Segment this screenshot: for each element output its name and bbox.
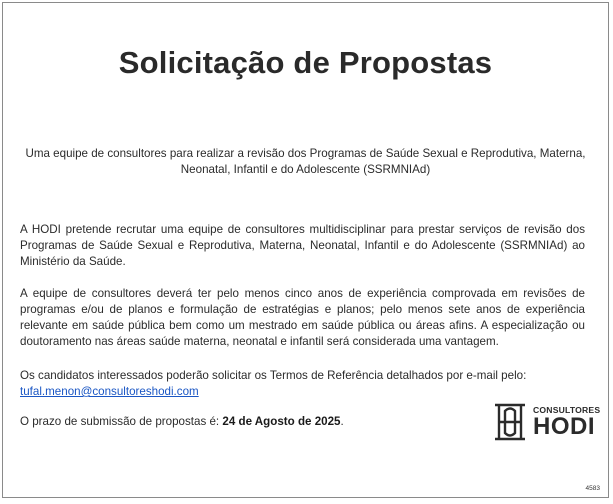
contact-text: Os candidatos interessados poderão solicitar os Termos de Referência detalhados por e-mail pelo: <box>20 369 527 382</box>
hodi-logo <box>491 401 601 443</box>
deadline-suffix: . <box>340 415 344 428</box>
email-link[interactable]: tufal.menon@consultoreshodi.com <box>20 385 199 398</box>
deadline-prefix: O prazo de submissão de propostas é: <box>20 415 220 428</box>
intro-paragraph: A HODI pretende recrutar uma equipe de consultores multidisciplinar para prestar serviços de revisão dos Programas de Saúde Sexual e Reprodutiva, Materna, Neonatal, Infantil e do Adolescente (SSRMNIAd) ao Ministério da Saúde. <box>20 223 585 268</box>
contact-paragraph <box>20 368 585 400</box>
deadline-date: 24 de Agosto de 2025 <box>222 415 341 428</box>
logo-name: HODI <box>533 413 595 440</box>
logo-subtitle: CONSULTORES <box>533 405 601 415</box>
deadline-line <box>20 414 344 430</box>
requirements-paragraph: A equipe de consultores deverá ter pelo menos cinco anos de experiência comprovada em revisões de programas e/ou de planos e formulação de estratégias e planos; pelo menos sete anos de experiência relevante em saúde pública bem como um mestrado em saúde pública ou áreas afins. A especialização ou doutoramento nas áreas saúde materna, neonatal e infantil será considerada uma vantagem. <box>20 287 585 348</box>
subtitle: Uma equipe de consultores para realizar a revisão dos Programas de Saúde Sexual e Reprodutiva, Materna, Neonatal, Infantil e do Adolescente (SSRMNIAd) <box>25 147 586 176</box>
reference-code: 4583 <box>585 485 600 492</box>
page-title: Solicitação de Propostas <box>118 45 493 80</box>
advertisement-page <box>2 2 609 498</box>
hodi-emblem-icon <box>491 401 529 443</box>
